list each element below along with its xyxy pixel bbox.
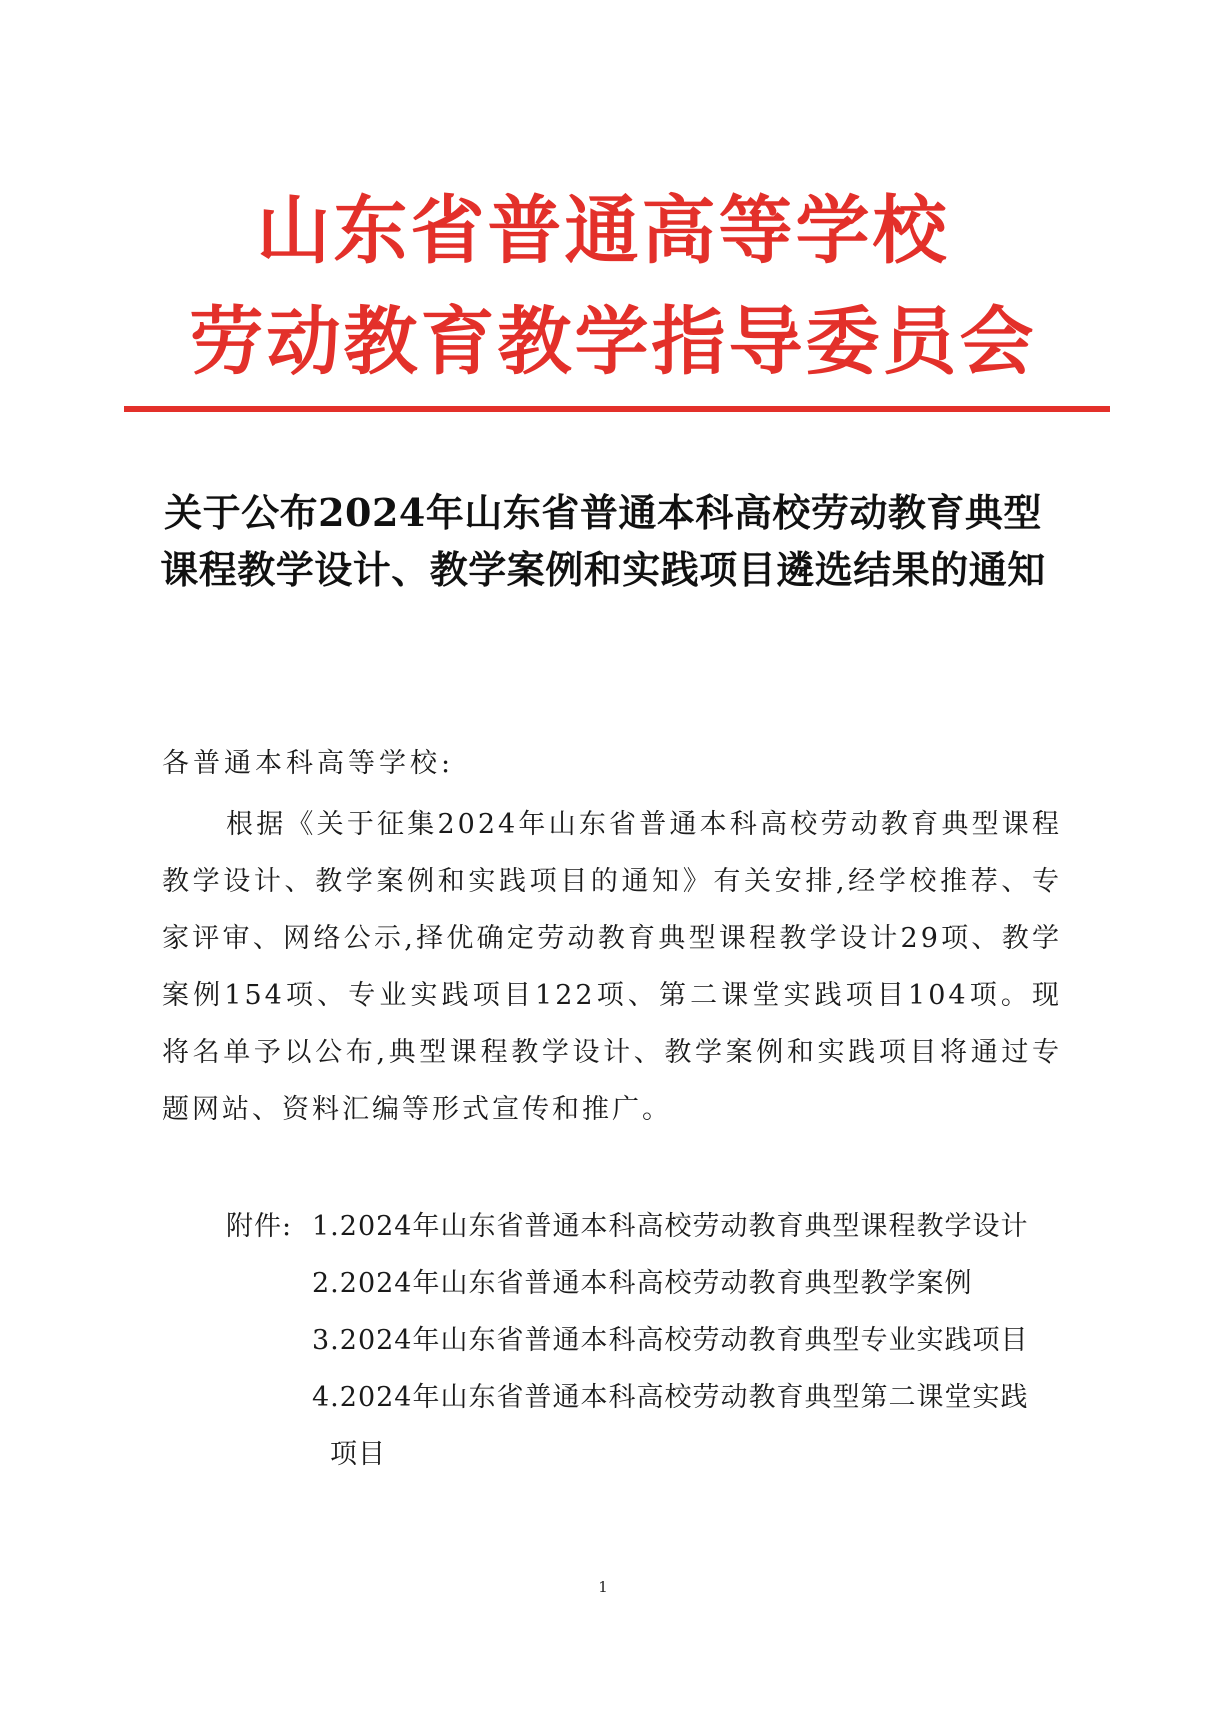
attachment-item-3-text: 3.2024年山东省普通本科高校劳动教育典型专业实践项目: [312, 1325, 1029, 1356]
attachment-item[interactable]: [312, 1369, 1082, 1483]
notice-title: 关于公布2024年山东省普通本科高校劳动教育典型课程教学设计、教学案例和实践项目遴选结果的通知: [160, 490, 1046, 592]
attachments-label: 附件:: [226, 1211, 293, 1242]
salutation: 各普通本科高等学校:: [162, 748, 455, 779]
attachment-item-1-text: 1.2024年山东省普通本科高校劳动教育典型课程教学设计: [312, 1211, 1029, 1242]
red-divider: [124, 406, 1110, 412]
attachment-item-4-text: 4.2024年山东省普通本科高校劳动教育典型第二课堂实践: [312, 1382, 1029, 1413]
attachment-item-2-text: 2.2024年山东省普通本科高校劳动教育典型教学案例: [312, 1268, 973, 1299]
attachment-item[interactable]: [312, 1255, 1082, 1312]
attachment-item-4-continuation: 项目: [330, 1439, 386, 1470]
body-paragraph: 根据《关于征集2024年山东省普通本科高校劳动教育典型课程教学设计、教学案例和实践项目的通知》有关安排,经学校推荐、专家评审、网络公示,择优确定劳动教育典型课程教学设计29项、教学案例154项、专业实践项目122项、第二课堂实践项目104项。现将名单予以公布,典型课程教学设计、教学案例和实践项目将通过专题网站、资料汇编等形式宣传和推广。: [162, 809, 1062, 1125]
org-name-line2: 劳动教育教学指导委员会: [189, 299, 1037, 385]
org-name-line1: 山东省普通高等学校: [256, 188, 950, 274]
attachments-list: [312, 1198, 1082, 1483]
page-number: 1: [598, 1578, 608, 1596]
attachment-item[interactable]: [312, 1312, 1082, 1369]
attachment-item[interactable]: [312, 1198, 1082, 1255]
